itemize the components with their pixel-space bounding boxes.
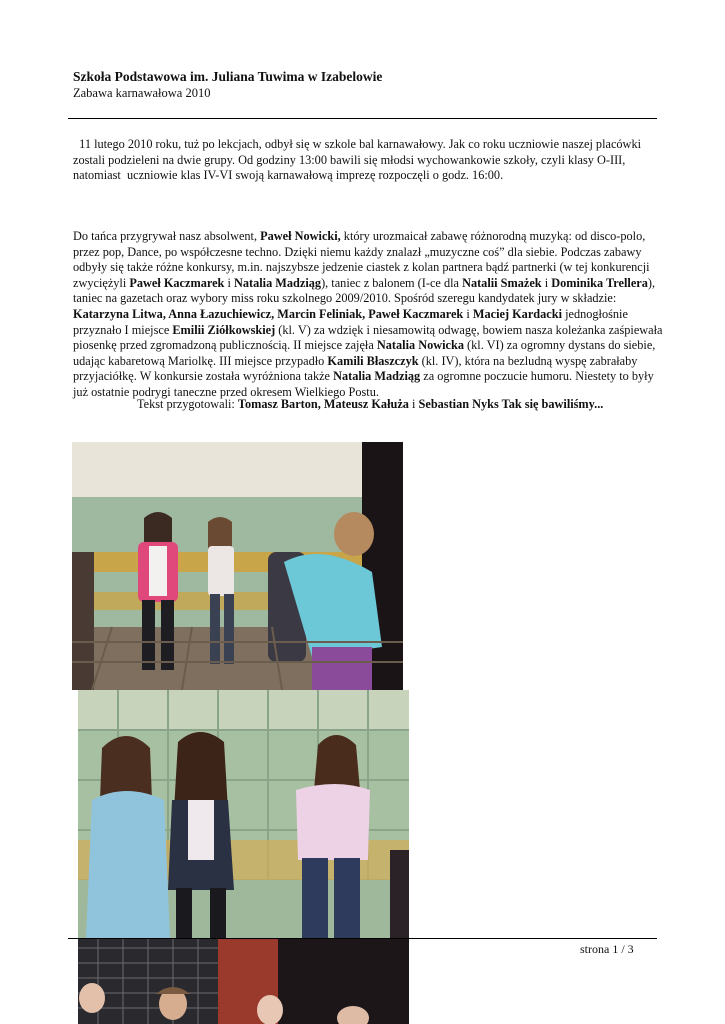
text-run: (kl. IV), która na bezludną wyspę zabrałaby przyjaciółkę. W konkursie została wyróżniona także — [73, 353, 638, 384]
document-header — [73, 68, 663, 101]
page-number: strona 1 / 3 — [580, 942, 634, 956]
bold-name: Emilii Ziółkowskiej — [172, 322, 276, 337]
text-run: za ogromne poczucie humoru. Niestety to były już ostatnie podrygi taneczne przed okresem Wielkiego Postu. — [73, 369, 654, 399]
bold-name: Natalii Smażek — [462, 275, 542, 290]
header-divider — [68, 118, 657, 119]
body-paragraph — [73, 229, 663, 401]
event-title: Zabawa karnawałowa 2010 — [73, 86, 211, 100]
bold-name: Katarzyna Litwa, Anna Łazuchiewicz, Marcin Feliniak, Paweł Kaczmarek — [73, 306, 464, 321]
text-run: który urozmaicał zabawę różnorodną muzyką: od disco-polo, przez pop, Dance, po współczesne techno. Dzięki niemu każdy znalazł „muzyczne coś” dla siebie. Podczas zabawy odbyły się także różne konkursy, m.in. najszybsze jedzenie ciastek z kolan partnera bądź partnerki (w tej konkurencji zwyciężyli — [73, 229, 650, 290]
text-run: i — [541, 275, 552, 290]
photo-dancers-hallway — [72, 442, 403, 690]
text-run: jednogłośnie przyznało I miejsce — [73, 306, 628, 337]
credits-authors: Tomasz Barton, Mateusz Kałuża — [237, 397, 409, 411]
party-photo-2 — [78, 690, 409, 938]
school-name: Szkoła Podstawowa im. Juliana Tuwima w Izabelowie — [73, 69, 383, 84]
bold-name: Natalia Madziąg — [333, 369, 421, 384]
credits-prefix: Tekst przygotowali: — [137, 397, 238, 411]
bold-name: Paweł Nowicki, — [260, 229, 341, 243]
credits-and: i — [408, 397, 419, 411]
photo-group-cropped — [78, 938, 409, 1024]
party-photo-3 — [78, 938, 409, 1024]
bold-name: Kamili Błaszczyk — [327, 353, 419, 368]
bold-name: Paweł Kaczmarek — [129, 275, 225, 290]
intro-paragraph: 11 lutego 2010 roku, tuż po lekcjach, odbył się w szkole bal karnawałowy. Jak co roku uczniowie naszej placówki zostali podzieleni na dwie grupy. Od godziny 13:00 bawili się młodsi wychowankowie szkoły, czyli klasy O-III, natomiast uczniowie klas IV-VI swoją karnawałową imprezę rozpoczęli o godz. 16:00. — [73, 137, 645, 182]
text-run: Do tańca przygrywał nasz absolwent, — [73, 229, 261, 243]
bold-name: Maciej Kardacki — [472, 306, 562, 321]
text-run: (kl. VI) za ogromny dystans do siebie, udając kabaretową Mariolkę. III miejsce przypadło — [73, 338, 656, 368]
text-run: i — [224, 275, 234, 290]
party-photo-1 — [72, 442, 403, 690]
text-run: ), taniec z balonem (I-ce dla — [321, 275, 463, 290]
text-run: (kl. V) za wdzięk i niesamowitą odwagę, bowiem nasza koleżanka zaśpiewała piosenkę przed zgromadzoną publicznością. II miejsce zajęła — [73, 322, 663, 353]
text-run: ), taniec na gazetach oraz wybory miss roku szkolnego 2009/2010. Spośród szeregu kandydatek jury w składzie: — [73, 275, 656, 306]
footer-divider — [68, 938, 657, 939]
text-run: i — [463, 306, 473, 321]
bold-name: Natalia Madziąg — [233, 275, 322, 290]
bold-name: Dominika Trellera — [551, 275, 648, 290]
photo-three-girls — [78, 690, 409, 938]
credits-line — [73, 397, 663, 413]
credits-last: Sebastian Nyks Tak się bawiliśmy... — [418, 397, 604, 411]
bold-name: Natalia Nowicka — [376, 338, 464, 353]
